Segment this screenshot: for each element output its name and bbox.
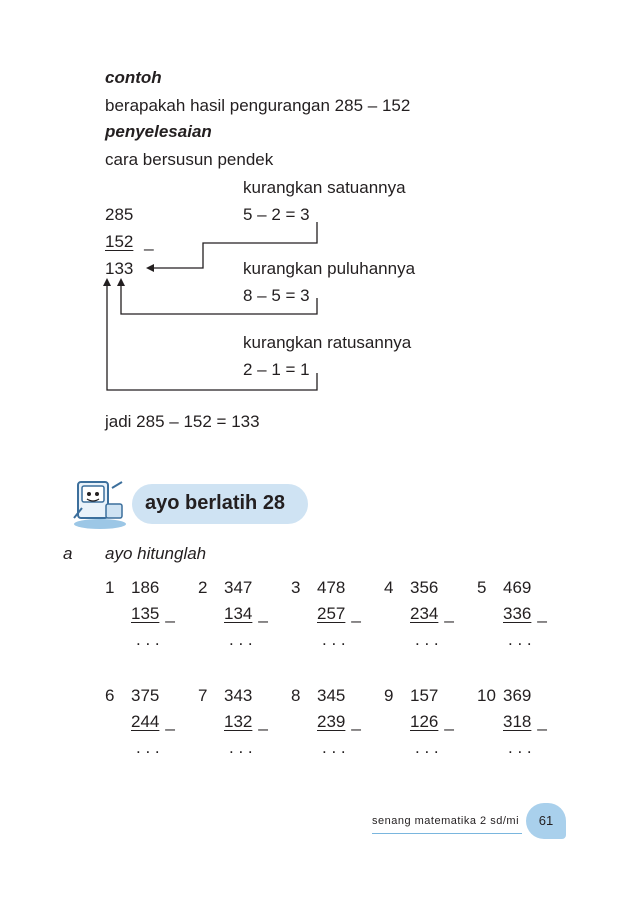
exercise-title: ayo berlatih 28	[145, 492, 286, 514]
problem-minus: _	[537, 604, 547, 623]
problem-top: 343	[224, 686, 253, 705]
problem-top: 356	[410, 578, 439, 597]
minus-sign: _	[144, 232, 154, 251]
problem-minus: _	[351, 604, 361, 623]
problem-answer: . . .	[415, 738, 439, 757]
problem-bottom: 134	[224, 604, 253, 623]
hundreds-arrow	[107, 284, 317, 390]
problem-answer: . . .	[229, 630, 253, 649]
problem-number: 8	[291, 686, 301, 705]
footer-divider	[372, 833, 522, 834]
method-label: cara bersusun pendek	[105, 150, 274, 169]
example-question: berapakah hasil pengurangan 285 – 152	[105, 96, 411, 115]
problem-top: 478	[317, 578, 346, 597]
problem-item	[198, 578, 290, 658]
problem-minus: _	[165, 604, 175, 623]
bottom-number: 152	[105, 232, 134, 251]
problem-top: 157	[410, 686, 439, 705]
problem-number: 10	[477, 686, 496, 705]
problem-answer: . . .	[229, 738, 253, 757]
problem-number: 2	[198, 578, 208, 597]
problem-answer: . . .	[136, 738, 160, 757]
step2-label: kurangkan puluhannya	[243, 259, 416, 278]
problem-item	[477, 686, 569, 766]
problem-number: 4	[384, 578, 394, 597]
problem-answer: . . .	[415, 630, 439, 649]
problem-minus: _	[258, 604, 268, 623]
problem-bottom-row	[317, 712, 361, 732]
problem-item	[384, 578, 476, 658]
problem-answer: . . .	[322, 630, 346, 649]
problem-minus: _	[444, 604, 454, 623]
problem-bottom-row	[503, 712, 547, 732]
problem-item	[198, 686, 290, 766]
step2-equation: 8 – 5 = 3	[243, 286, 310, 305]
tens-arrowhead	[117, 278, 125, 286]
step3-label: kurangkan ratusannya	[243, 333, 412, 352]
conclusion: jadi 285 – 152 = 133	[105, 412, 260, 431]
units-arrow	[152, 222, 317, 268]
problem-bottom-row	[131, 712, 175, 732]
problem-minus: _	[258, 712, 268, 731]
problem-bottom-row	[317, 604, 361, 624]
problem-bottom: 318	[503, 712, 532, 731]
problem-top: 345	[317, 686, 346, 705]
problem-answer: . . .	[136, 630, 160, 649]
problem-bottom: 239	[317, 712, 346, 731]
problem-top: 347	[224, 578, 253, 597]
hundreds-arrowhead	[103, 278, 111, 286]
problem-number: 1	[105, 578, 115, 597]
problem-answer: . . .	[322, 738, 346, 757]
problem-bottom-row	[224, 712, 268, 732]
problem-minus: _	[444, 712, 454, 731]
problem-item	[477, 578, 569, 658]
problem-number: 7	[198, 686, 208, 705]
problem-bottom: 126	[410, 712, 439, 731]
exercise-instruction: ayo hitunglah	[105, 544, 207, 563]
page-number: 61	[526, 803, 566, 839]
problem-bottom: 135	[131, 604, 160, 623]
problem-top: 375	[131, 686, 160, 705]
result-number: 133	[105, 259, 134, 278]
problem-bottom-row	[410, 712, 454, 732]
problem-number: 3	[291, 578, 301, 597]
problem-answer: . . .	[508, 738, 532, 757]
problem-bottom: 336	[503, 604, 532, 623]
problem-answer: . . .	[508, 630, 532, 649]
units-arrowhead	[146, 264, 154, 272]
part-letter: a	[63, 544, 73, 563]
problem-bottom-row	[131, 604, 175, 624]
problem-item	[105, 686, 197, 766]
problem-item	[291, 578, 383, 658]
problem-minus: _	[165, 712, 175, 731]
problem-bottom: 132	[224, 712, 253, 731]
problem-item	[291, 686, 383, 766]
problem-minus: _	[351, 712, 361, 731]
problem-bottom: 257	[317, 604, 346, 623]
problem-top: 186	[131, 578, 160, 597]
problem-number: 6	[105, 686, 115, 705]
problem-bottom-row	[503, 604, 547, 624]
problem-top: 369	[503, 686, 532, 705]
problem-number: 9	[384, 686, 394, 705]
solution-heading: penyelesaian	[105, 122, 212, 141]
step3-equation: 2 – 1 = 1	[243, 360, 310, 379]
step1-equation: 5 – 2 = 3	[243, 205, 310, 224]
step1-label: kurangkan satuannya	[243, 178, 406, 197]
problem-top: 469	[503, 578, 532, 597]
problem-number: 5	[477, 578, 487, 597]
problem-bottom: 244	[131, 712, 160, 731]
problem-bottom: 234	[410, 604, 439, 623]
book-title: senang matematika 2 sd/mi	[372, 815, 520, 827]
problem-minus: _	[537, 712, 547, 731]
top-number: 285	[105, 205, 134, 224]
example-heading: contoh	[105, 68, 162, 87]
problem-bottom-row	[224, 604, 268, 624]
tens-arrow	[121, 284, 317, 314]
problem-bottom-row	[410, 604, 454, 624]
problem-item	[105, 578, 197, 658]
mascot-icon	[68, 474, 132, 535]
problem-item	[384, 686, 476, 766]
